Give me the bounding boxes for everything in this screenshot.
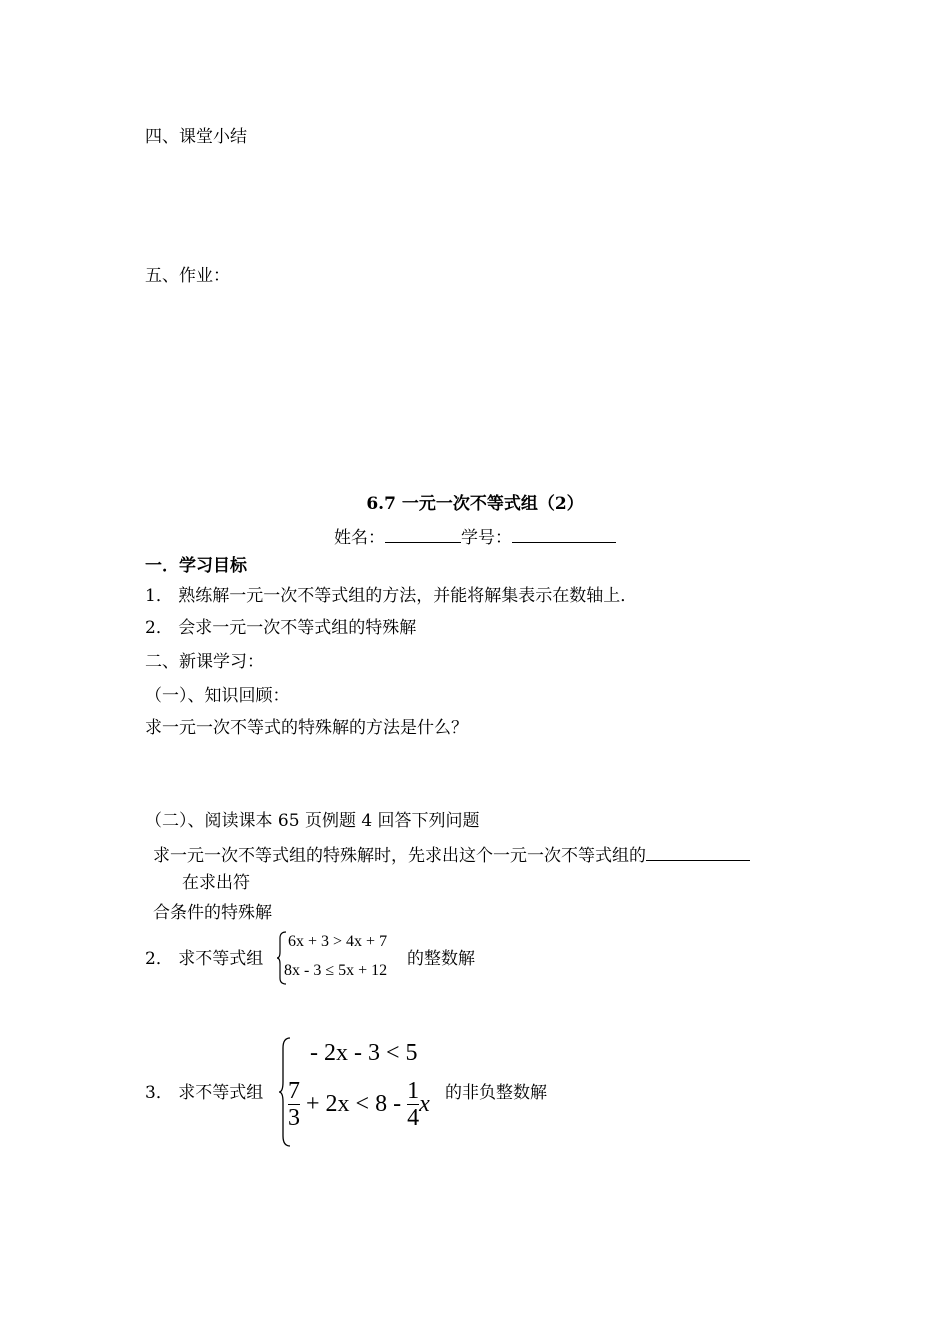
problem-3-suffix: 的非负整数解: [445, 1083, 547, 1103]
reading-question-text: 求一元一次不等式组的特殊解时，先求出这个一元一次不等式组的: [153, 846, 646, 866]
fraction-denominator: 4: [407, 1105, 420, 1131]
name-blank: [385, 524, 461, 543]
problem-3-inequality-1: - 2x - 3 < 5: [310, 1040, 418, 1066]
fraction-numerator: 7: [288, 1078, 300, 1104]
fraction-numerator: 1: [407, 1078, 420, 1104]
reading-question-line: [153, 842, 750, 867]
problem-2-suffix: 的整数解: [407, 949, 475, 969]
reading-question-end: 合条件的特殊解: [153, 903, 272, 923]
problem-2-label: 2． 求不等式组: [145, 949, 264, 969]
inequality-middle: + 2x < 8 -: [306, 1091, 402, 1117]
fraction-seven-thirds: [288, 1078, 300, 1131]
student-info-line: [0, 524, 950, 549]
fraction-denominator: 3: [288, 1105, 300, 1131]
problem-2-inequality-2: 8x - 3 ≤ 5x + 12: [284, 962, 388, 979]
reading-question-continued: 在求出符: [182, 873, 250, 893]
student-id-label: 学号：: [461, 528, 512, 548]
name-label: 姓名：: [334, 528, 385, 548]
section-summary-heading: 四、课堂小结: [145, 127, 247, 147]
variable-x: x: [419, 1091, 430, 1117]
answer-blank: [646, 842, 750, 861]
goals-heading: 一．学习目标: [145, 556, 247, 576]
fraction-one-quarter: [407, 1078, 419, 1131]
page-title: 6.7 一元一次不等式组（2）: [366, 494, 584, 514]
section-homework-heading: 五、作业：: [145, 266, 230, 286]
problem-3-inequality-2: [288, 1078, 430, 1131]
problem-2-inequality-1: 6x + 3 > 4x + 7: [288, 933, 388, 950]
goal-item: 1． 熟练解一元一次不等式组的方法，并能将解集表示在数轴上．: [145, 586, 638, 606]
review-question: 求一元一次不等式的特殊解的方法是什么？: [145, 718, 468, 738]
reading-heading: （二）、阅读课本 65 页例题 4 回答下列问题: [145, 811, 480, 831]
problem-3-label: 3． 求不等式组: [145, 1083, 264, 1103]
student-id-blank: [512, 524, 616, 543]
review-heading: （一）、知识回顾：: [145, 686, 290, 706]
new-lesson-heading: 二、新课学习：: [145, 652, 264, 672]
goal-item: 2． 会求一元一次不等式组的特殊解: [145, 618, 417, 638]
